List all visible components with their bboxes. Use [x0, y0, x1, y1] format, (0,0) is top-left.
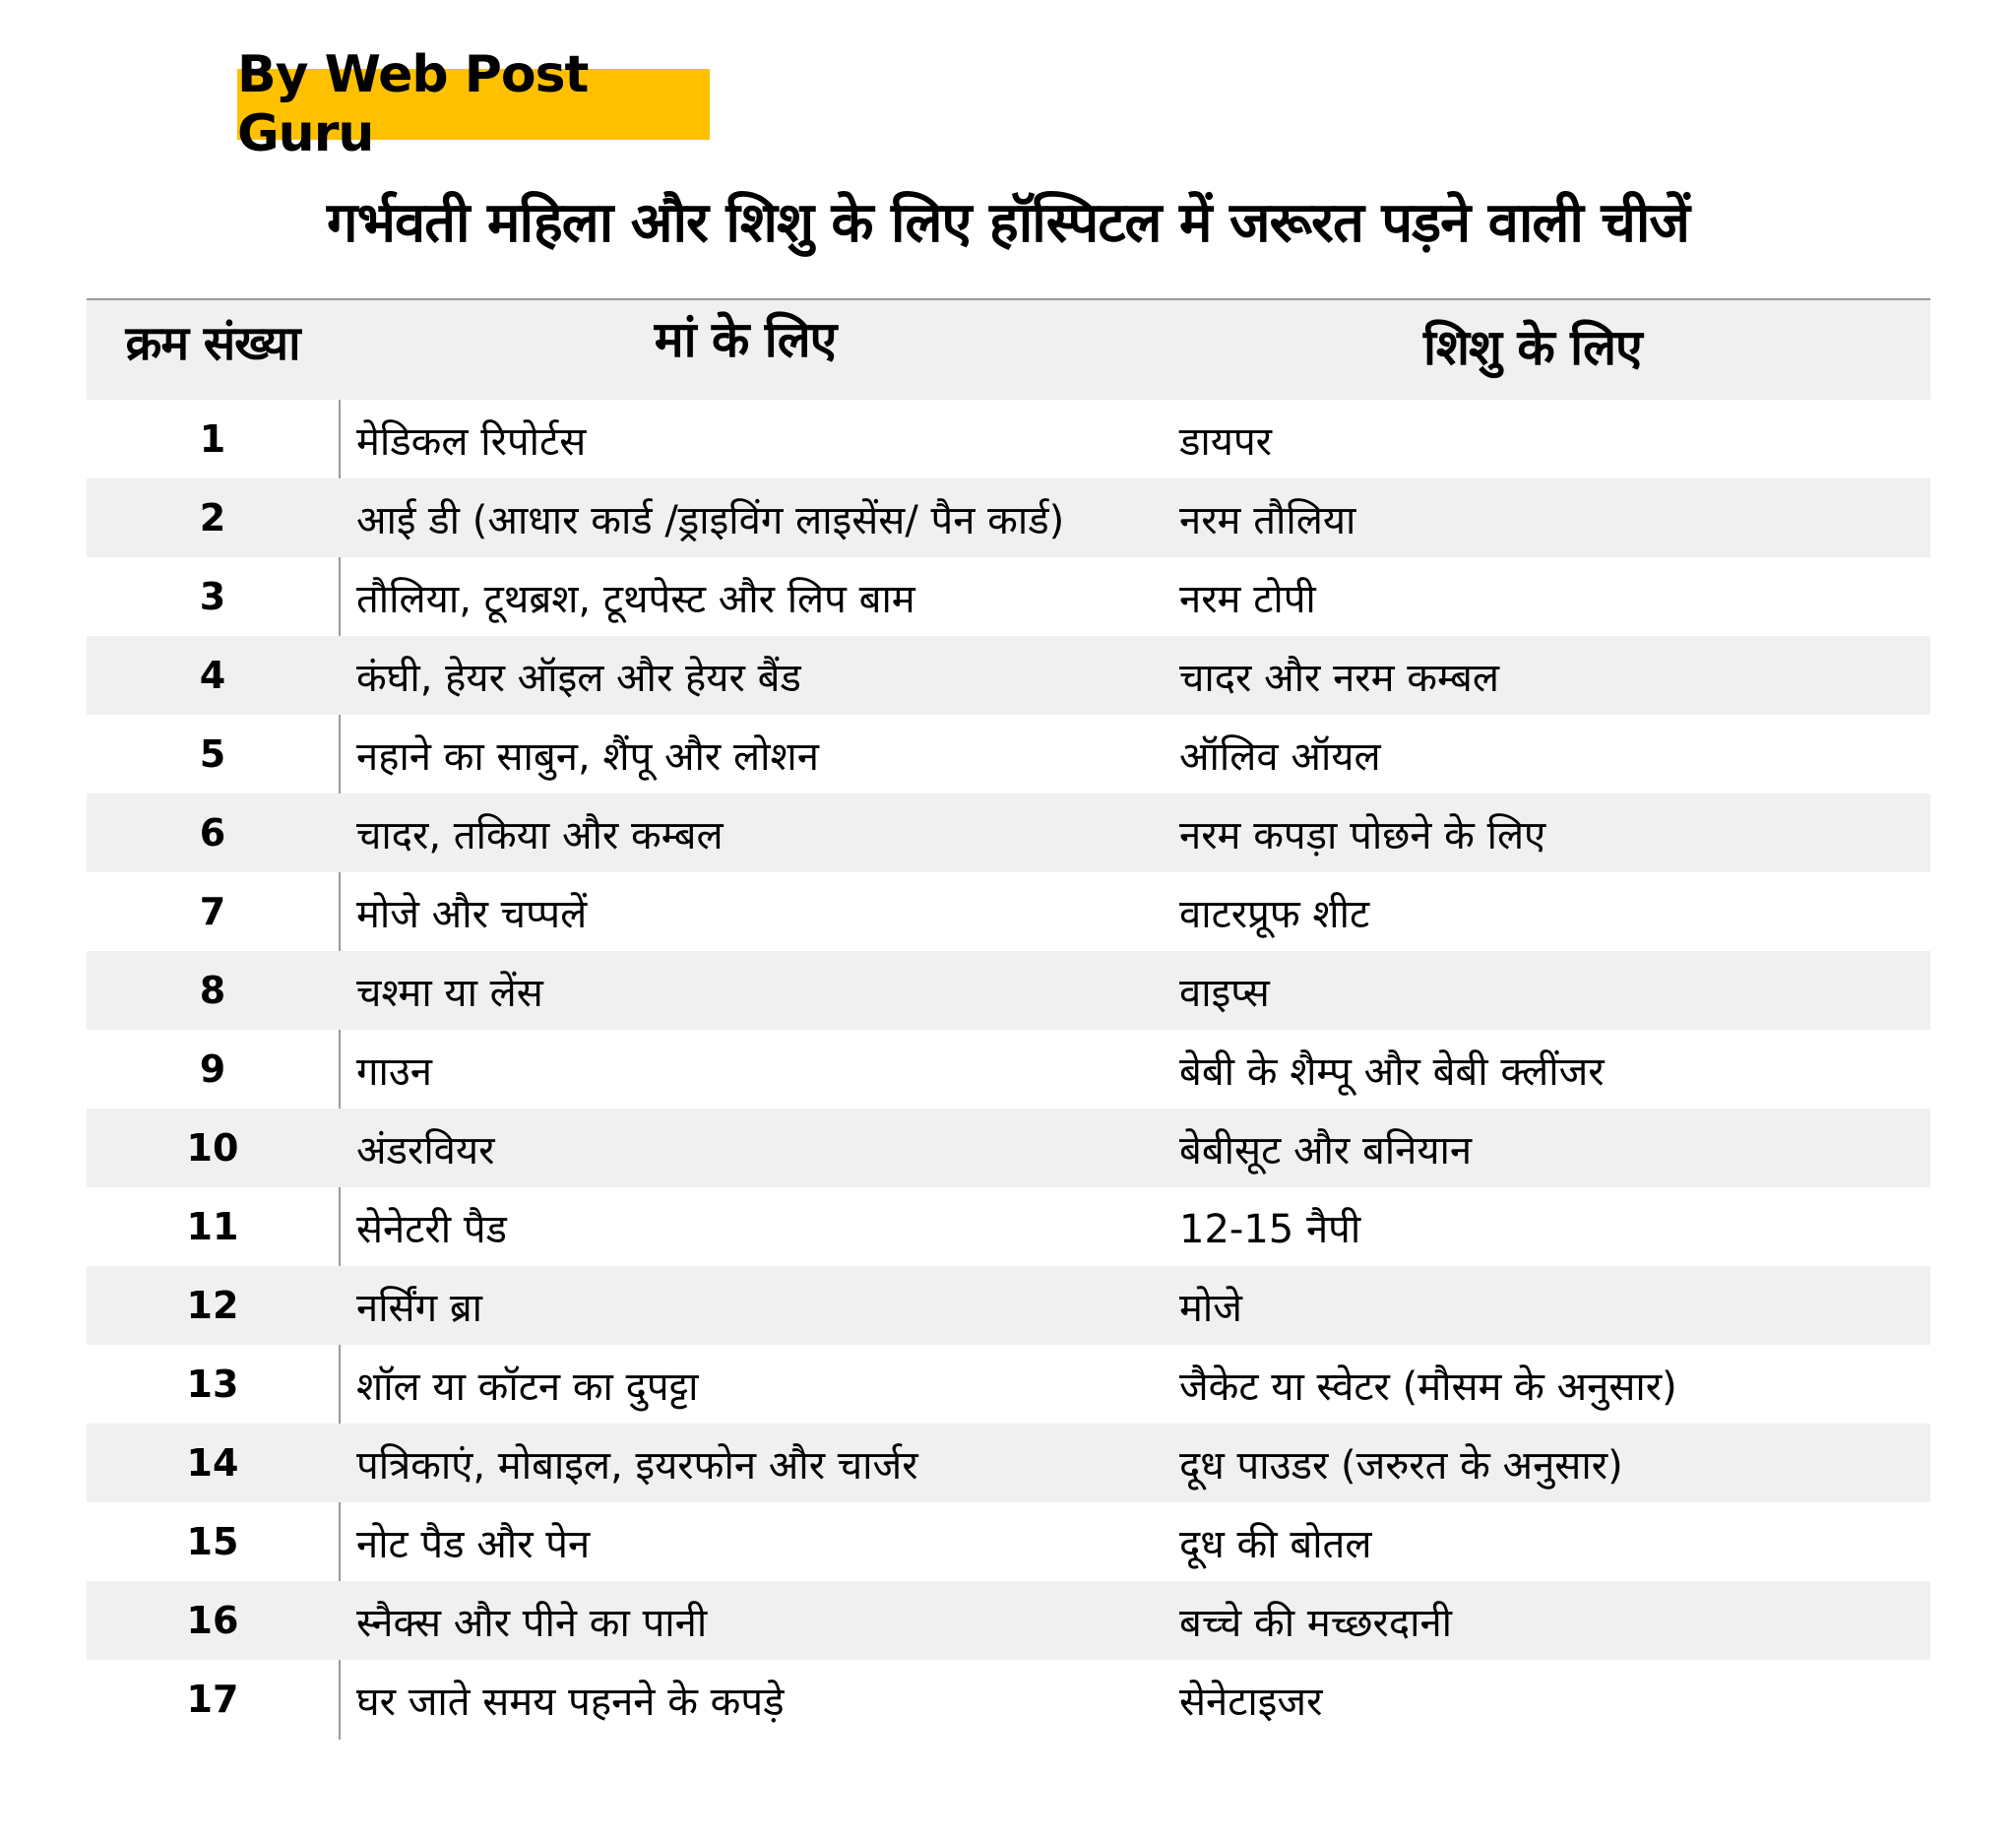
mother-item: चश्मा या लेंस — [356, 970, 543, 1016]
baby-item: दूध की बोतल — [1179, 1521, 1372, 1567]
baby-item: जैकेट या स्वेटर (मौसम के अनुसार) — [1179, 1363, 1677, 1410]
serial-number: 5 — [199, 732, 226, 776]
table-row — [87, 1502, 1930, 1581]
serial-number: 2 — [199, 496, 226, 539]
table-row — [87, 1109, 1930, 1187]
serial-number: 16 — [186, 1599, 239, 1642]
mother-item: शॉल या कॉटन का दुपट्टा — [356, 1363, 699, 1410]
baby-item: ऑलिव ऑयल — [1179, 733, 1381, 780]
table-row — [87, 872, 1930, 951]
mother-item: मोजे और चप्पलें — [356, 891, 588, 937]
table-row — [87, 1266, 1930, 1345]
baby-item: डायपर — [1179, 418, 1273, 465]
table-row — [87, 1424, 1930, 1502]
mother-item: सेनेटरी पैड — [356, 1206, 507, 1252]
baby-item: बेबीसूट और बनियान — [1179, 1127, 1473, 1173]
mother-item: नोट पैड और पेन — [356, 1521, 591, 1567]
table-row — [87, 1581, 1930, 1660]
serial-number: 7 — [199, 890, 226, 933]
serial-number: 9 — [199, 1047, 226, 1091]
table-row — [87, 1660, 1930, 1739]
serial-number: 6 — [199, 811, 226, 855]
serial-number: 3 — [199, 575, 226, 618]
mother-item: आई डी (आधार कार्ड /ड्राइविंग लाइसेंस/ पैन कार्ड) — [356, 497, 1065, 543]
table-row — [87, 1345, 1930, 1424]
table-row — [87, 1187, 1930, 1266]
baby-item: बच्चे की मच्छरदानी — [1179, 1600, 1453, 1646]
mother-item: स्नैक्स और पीने का पानी — [356, 1600, 708, 1646]
mother-item: घर जाते समय पहनने के कपड़े — [356, 1679, 785, 1725]
baby-item: मोजे — [1179, 1285, 1242, 1331]
mother-item: चादर, तकिया और कम्बल — [356, 812, 724, 858]
mother-item: गाउन — [356, 1048, 432, 1095]
serial-number: 4 — [199, 654, 226, 697]
table-row — [87, 478, 1930, 557]
serial-number: 8 — [199, 969, 226, 1012]
baby-item: 12-15 नैपी — [1179, 1206, 1361, 1252]
baby-item: वाटरप्रूफ शीट — [1179, 891, 1370, 937]
table-row — [87, 557, 1930, 636]
baby-item: नरम टोपी — [1179, 576, 1316, 622]
header-serial-number: क्रम संख्या — [125, 316, 300, 371]
mother-item: नर्सिंग ब्रा — [356, 1285, 483, 1331]
serial-number: 14 — [186, 1441, 239, 1485]
mother-item: नहाने का साबुन, शैंपू और लोशन — [356, 733, 819, 780]
checklist-table — [87, 298, 1930, 1739]
serial-number: 17 — [186, 1678, 239, 1721]
serial-number: 12 — [186, 1284, 239, 1327]
serial-number: 10 — [186, 1126, 239, 1170]
table-row — [87, 1030, 1930, 1109]
baby-item: नरम तौलिया — [1179, 497, 1356, 543]
table-row — [87, 715, 1930, 793]
table-row — [87, 793, 1930, 872]
baby-item: दूध पाउडर (जरुरत के अनुसार) — [1179, 1442, 1623, 1489]
baby-item: चादर और नरम कम्बल — [1179, 655, 1499, 701]
page-title: गर्भवती महिला और शिशु के लिए हॉस्पिटल में जरूरत पड़ने वाली चीजें — [327, 191, 1689, 255]
baby-item: नरम कपड़ा पोछने के लिए — [1179, 812, 1546, 858]
baby-item: बेबी के शैम्पू और बेबी क्लींजर — [1179, 1048, 1605, 1095]
mother-item: तौलिया, टूथब्रश, टूथपेस्ट और लिप बाम — [356, 576, 915, 622]
serial-number: 13 — [186, 1363, 239, 1406]
table-row — [87, 400, 1930, 478]
header-for-baby: शिशु के लिए — [1423, 319, 1642, 376]
table-header-row — [87, 300, 1930, 400]
header-for-mother: मां के लिए — [654, 311, 837, 368]
serial-number: 1 — [199, 417, 226, 461]
table-row — [87, 951, 1930, 1030]
mother-item: पत्रिकाएं, मोबाइल, इयरफोन और चार्जर — [356, 1442, 918, 1489]
baby-item: सेनेटाइजर — [1179, 1679, 1323, 1725]
baby-item: वाइप्स — [1179, 970, 1270, 1016]
serial-number: 15 — [186, 1520, 239, 1563]
mother-item: अंडरवियर — [356, 1127, 495, 1173]
table-row — [87, 636, 1930, 715]
mother-item: कंघी, हेयर ऑइल और हेयर बैंड — [356, 655, 801, 701]
mother-item: मेडिकल रिपोर्टस — [356, 418, 587, 465]
serial-number: 11 — [186, 1205, 239, 1248]
brand-badge: By Web Post Guru — [237, 69, 710, 140]
